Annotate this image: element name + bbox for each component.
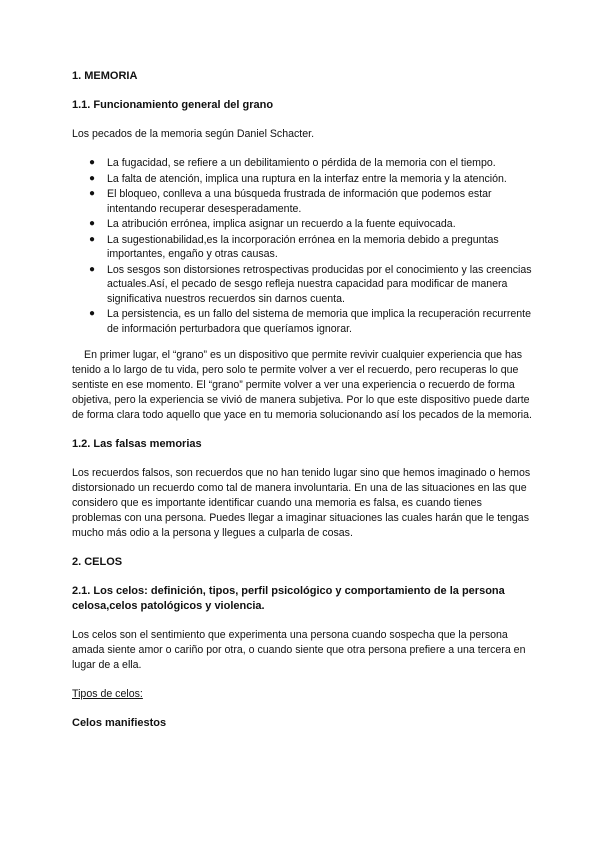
types-label: Tipos de celos: <box>72 688 143 700</box>
bullet-list-pecados <box>72 156 534 336</box>
list-item: ● La atribución errónea, implica asignar un recuerdo a la fuente equivocada. <box>89 218 456 230</box>
intro-paragraph: Los pecados de la memoria según Daniel Schacter. <box>72 128 315 140</box>
list-item: ● La fugacidad, se refiere a un debilitamiento o pérdida de la memoria con el tiempo. <box>89 157 496 169</box>
bullet-icon: ● <box>89 188 96 199</box>
list-item: ● Los sesgos son distorsiones retrospectivas producidas por el conocimiento y las creencias actuales.Así, el pecado de sesgo refleja nuestra capacidad para modificar de manera significativa nuestros recuerdos sin darnos cuenta. <box>89 263 532 305</box>
bullet-icon: ● <box>89 233 96 245</box>
paragraph-falsas-memorias: Los recuerdos falsos, son recuerdos que no han tenido lugar sino que hemos imaginado o hemos distorsionado un recuerdo como tal de manera involuntaria. En una de las situaciones en las que considero que es importante identificar cuando una memoria es falsa, es cuando tienes problemas con una persona. Puedes llegar a imaginar situaciones las cuales harán que le tengas mucho más odio a la persona y llegues a culparla de cosas. <box>72 467 531 539</box>
document-body <box>72 69 534 745</box>
bullet-icon: ● <box>89 157 96 168</box>
subsection-heading-falsas-memorias: 1.2. Las falsas memorias <box>72 438 202 450</box>
list-item: ● La persistencia, es un fallo del sistema de memoria que implica la recuperación recurrente de información perturbadora que queríamos ignorar. <box>89 308 531 335</box>
list-item: ● El bloqueo, conlleva a una búsqueda frustrada de información que podemos estar intentando recuperar desesperadamente. <box>89 188 492 215</box>
paragraph-grano: En primer lugar, el “grano” es un dispositivo que permite revivir cualquier experiencia que has tenido a lo largo de tu vida, pero solo te permite volver a ver el recuerdo, pero recuperas lo que sentiste en ese momento. El “grano” permite volver a ver una experiencia o recuerdo de forma objetiva, pero la experiencia se vivió de manera subjetiva. Por lo que este dispositivo puede darte de forma clara todo aquello que yace en tu memoria solucionando así los pecados de la memoria. <box>72 349 532 421</box>
section-heading-memoria: 1. MEMORIA <box>72 70 138 82</box>
subheading-celos-manifiestos: Celos manifiestos <box>72 717 167 729</box>
section-heading-celos: 2. CELOS <box>72 556 123 568</box>
paragraph-celos: Los celos son el sentimiento que experimenta una persona cuando sospecha que la persona amada siente amor o cariño por otra, o cuando siente que otra persona prefiere a una tercera en lugar de a ella. <box>72 629 526 671</box>
subsection-heading-definicion-celos: 2.1. Los celos: definición, tipos, perfil psicológico y comportamiento de la persona celosa,celos patológicos y violencia. <box>72 585 505 612</box>
bullet-icon: ● <box>89 218 96 229</box>
bullet-icon: ● <box>89 172 96 184</box>
bullet-icon: ● <box>89 263 96 275</box>
list-item: ● La falta de atención, implica una ruptura en la interfaz entre la memoria y la atención. <box>89 172 507 185</box>
bullet-icon: ● <box>89 308 96 319</box>
subsection-heading-funcionamiento: 1.1. Funcionamiento general del grano <box>72 99 274 111</box>
list-item: ● La sugestionabilidad,es la incorporación errónea en la memoria debido a preguntas importantes, engaño y otras causas. <box>89 233 499 260</box>
